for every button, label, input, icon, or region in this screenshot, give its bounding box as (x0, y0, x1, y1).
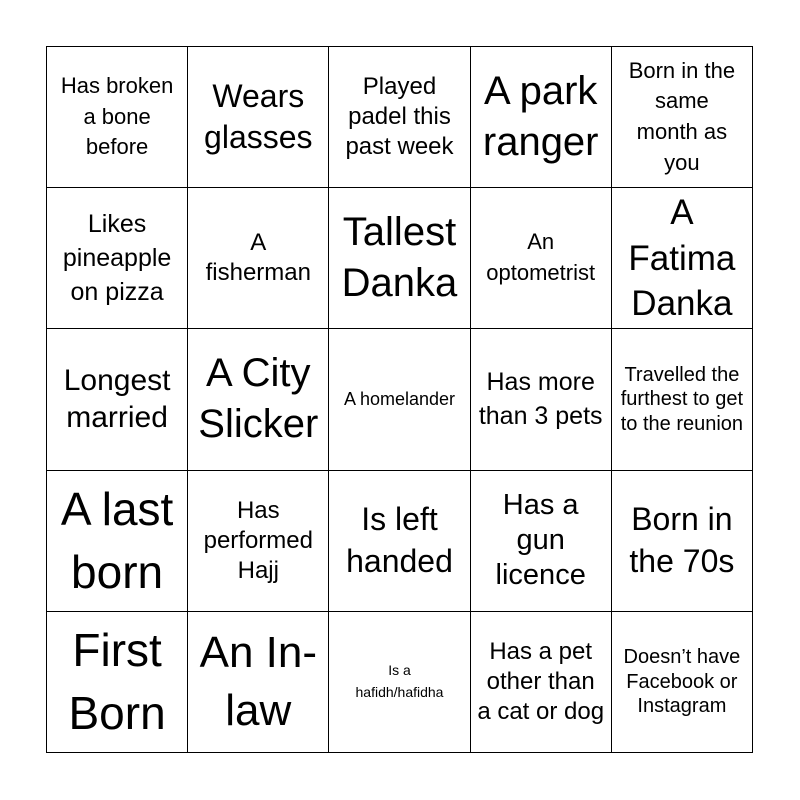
bingo-cell[interactable] (329, 329, 470, 470)
bingo-cell-text: A fisherman (205, 229, 311, 287)
bingo-cell[interactable] (329, 188, 470, 329)
bingo-cell[interactable] (471, 471, 612, 612)
bingo-cell[interactable] (471, 47, 612, 188)
bingo-cell-text: A City Slicker (198, 351, 319, 447)
bingo-cell[interactable] (188, 612, 329, 753)
bingo-cell-text: Has performed Hajj (203, 496, 313, 584)
bingo-cell[interactable] (188, 188, 329, 329)
bingo-cell[interactable] (471, 612, 612, 753)
bingo-cell-text: Born in the 70s (629, 501, 735, 579)
bingo-cell-text: Has a pet other than a cat or dog (477, 637, 605, 725)
bingo-cell[interactable] (47, 47, 188, 188)
bingo-cell-text: A homelander (343, 388, 456, 409)
bingo-cell[interactable] (329, 612, 470, 753)
bingo-cell[interactable] (188, 471, 329, 612)
bingo-cell-text: Born in the same month as you (628, 57, 736, 175)
bingo-cell[interactable] (47, 329, 188, 470)
bingo-cell[interactable] (329, 47, 470, 188)
bingo-cell[interactable] (329, 471, 470, 612)
bingo-cell[interactable] (471, 188, 612, 329)
bingo-cell-text: An In-law (199, 627, 317, 735)
bingo-cell-text: A park ranger (482, 68, 599, 165)
bingo-cell-text: Has more than 3 pets (478, 368, 603, 431)
bingo-cell[interactable] (612, 188, 753, 329)
bingo-cell[interactable] (47, 188, 188, 329)
bingo-cell-text: Tallest Danka (341, 210, 458, 306)
bingo-cell-text: Doesn’t have Facebook or Instagram (623, 646, 741, 718)
bingo-cell-text: Likes pineapple on pizza (62, 210, 172, 307)
bingo-cell-text: Wears glasses (204, 77, 313, 156)
bingo-board (46, 46, 753, 753)
bingo-cell-text: A Fatima Danka (628, 193, 736, 324)
bingo-cell-text: Has a gun licence (495, 488, 586, 592)
bingo-cell-text: Travelled the furthest to get to the reunion (620, 363, 744, 435)
bingo-cell-text: First Born (68, 624, 166, 739)
bingo-cell-text: Played padel this past week (345, 73, 454, 161)
bingo-cell-text: An optometrist (486, 229, 596, 286)
bingo-cell[interactable] (471, 329, 612, 470)
bingo-cell[interactable] (612, 329, 753, 470)
bingo-cell[interactable] (188, 47, 329, 188)
bingo-cell-text: Has broken a bone before (60, 72, 174, 160)
bingo-cell[interactable] (612, 471, 753, 612)
bingo-cell[interactable] (47, 471, 188, 612)
bingo-cell-text: Longest married (63, 364, 171, 435)
bingo-cell-text: Is a hafidh/hafidha (355, 662, 444, 700)
bingo-cell-text: Is left handed (346, 501, 453, 579)
bingo-cell[interactable] (47, 612, 188, 753)
bingo-cell[interactable] (188, 329, 329, 470)
bingo-cell[interactable] (612, 612, 753, 753)
bingo-cell[interactable] (612, 47, 753, 188)
bingo-cell-text: A last born (60, 483, 174, 598)
